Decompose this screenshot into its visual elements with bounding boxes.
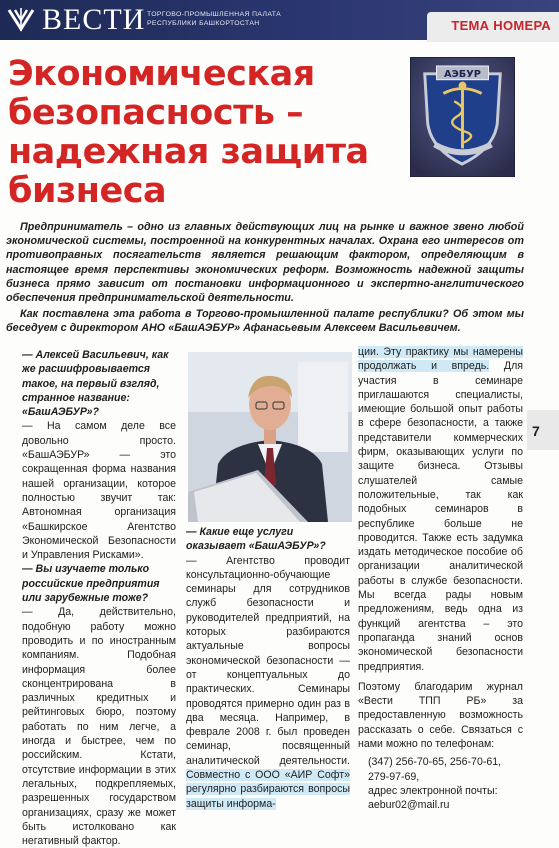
article-lead — [6, 220, 524, 336]
answer-text: Для участия в семинаре приглашаются специалисты, имеющие большой опыт работы в сфере безопасности, а также представители коммерческих фирм, оказывающих услуги по защите бизнеса. Отзывы слушателей самые положительные, так как подобных семинаров в республике больше не проводится. Также есть задумка издать методическое пособие об организации аналитической работы в службе безопасности. Мы всегда рады новым предложениям, ведь одна из функций агентства – это пропаганда знаний основ экономической безопасности предприятия. — [358, 360, 523, 673]
highlighted-text: ции. Эту практику мы намерены продолжать и впредь. — [358, 346, 523, 373]
lead-question: Как поставлена эта работа в Торгово-промышленной палате республики? Об этом мы беседуем с директором АНО «БашАЭБУР» Афанасьевым Алексеем Васильевичем. — [6, 308, 524, 335]
article-title — [8, 55, 403, 211]
phone-numbers: 279-97-69, — [368, 770, 420, 783]
brand-name: ВЕСТИ — [42, 3, 146, 36]
section-label: ТЕМА НОМЕРА — [451, 18, 551, 33]
interview-answer: — Да, действительно, подобную работу можно проводить и по иностранным компаниям. Подобная информация более сконцентрирована в различных кредитных и рейтинговых бюро, поэтому работать по ним легче, а иногда и быстрее, чем по российским. Кстати, отсутствие информации в этих легальных, подкрепляемых, разрешенных государством организациях, сразу же может быть истолковано как негативный фактор. — [22, 606, 176, 848]
brand-subtitle-line2: РЕСПУБЛИКИ БАШКОРТОСТАН — [147, 19, 260, 27]
interview-answer — [358, 345, 523, 674]
title-line: безопасность – — [8, 93, 304, 133]
emblem-text: АЭБУР — [444, 68, 481, 80]
brand-subtitle-line1: ТОРГОВО-ПРОМЫШЛЕННАЯ ПАЛАТА — [147, 11, 282, 18]
interview-answer: — На самом деле все довольно просто. «БашАЭБУР» — это сокращенная форма названия нашей организации, которое полностью звучит так: Автономная организация «Башкирское Агентство Экономической Безопасности и Управления Рисками». — [22, 420, 176, 562]
aebur-emblem-image — [410, 57, 515, 177]
interview-answer: Поэтому благодарим журнал «Вести ТПП РБ» за предоставленную возможность рассказать о себе. Связаться с нами можно по телефонам: — [358, 680, 523, 751]
title-line: бизнеса — [8, 171, 167, 211]
director-portrait-photo — [188, 352, 352, 522]
phone-numbers: (347) 256-70-65, 256-70-61, — [368, 756, 502, 769]
article-column-1 — [22, 348, 176, 848]
chamber-logo-icon — [6, 7, 36, 33]
title-line: Экономическая — [8, 54, 315, 94]
article-column-3 — [358, 345, 523, 813]
email-address[interactable]: aebur02@mail.ru — [368, 799, 450, 812]
brand-subtitle — [147, 11, 281, 28]
interview-question: — Вы изучаете только российские предприятия или зарубежные тоже? — [22, 563, 160, 605]
interview-question: — Алексей Васильевич, как же расшифровывается такое, на первый взгляд, странное название: «БашАЭБУР»? — [22, 349, 169, 419]
answer-text: — Агентство проводит консультационно-обучающие семинары для сотрудников служб безопасности и руководителей предприятий, на которых разбираются актуальные вопросы экономической безопасности — от концептуальных до практических. Семинары проводятся примерно один раз в два месяца. Например, в феврале 2008 г. был проведен семинар, посвященный аналитической деятельности. — [186, 554, 350, 767]
page-number: 7 — [532, 423, 540, 439]
email-label: адрес электронной почты: — [368, 784, 498, 797]
title-line: надежная защита — [8, 132, 369, 172]
interview-question: — Какие еще услуги оказывает «БашАЭБУР»? — [186, 526, 326, 553]
highlighted-text: Совместно с ООО «АИР Софт» регулярно разбираются вопросы защиты информа- — [186, 769, 350, 810]
article-column-2 — [186, 525, 350, 811]
interview-answer — [186, 554, 350, 811]
lead-paragraph: Предприниматель – одно из главных действующих лиц на рынке и важное звено любой экономической системы, построенной на конкурентных началах. Охрана его интересов от противоправных посягательств является решающим фактором, определяющим в настоящее время перспективы экономических реформ. Возможность надежной защиты бизнеса прямо зависит от постановки информационного и экспертно-англитического обеспечения предпринимательской деятельности. — [6, 221, 524, 305]
